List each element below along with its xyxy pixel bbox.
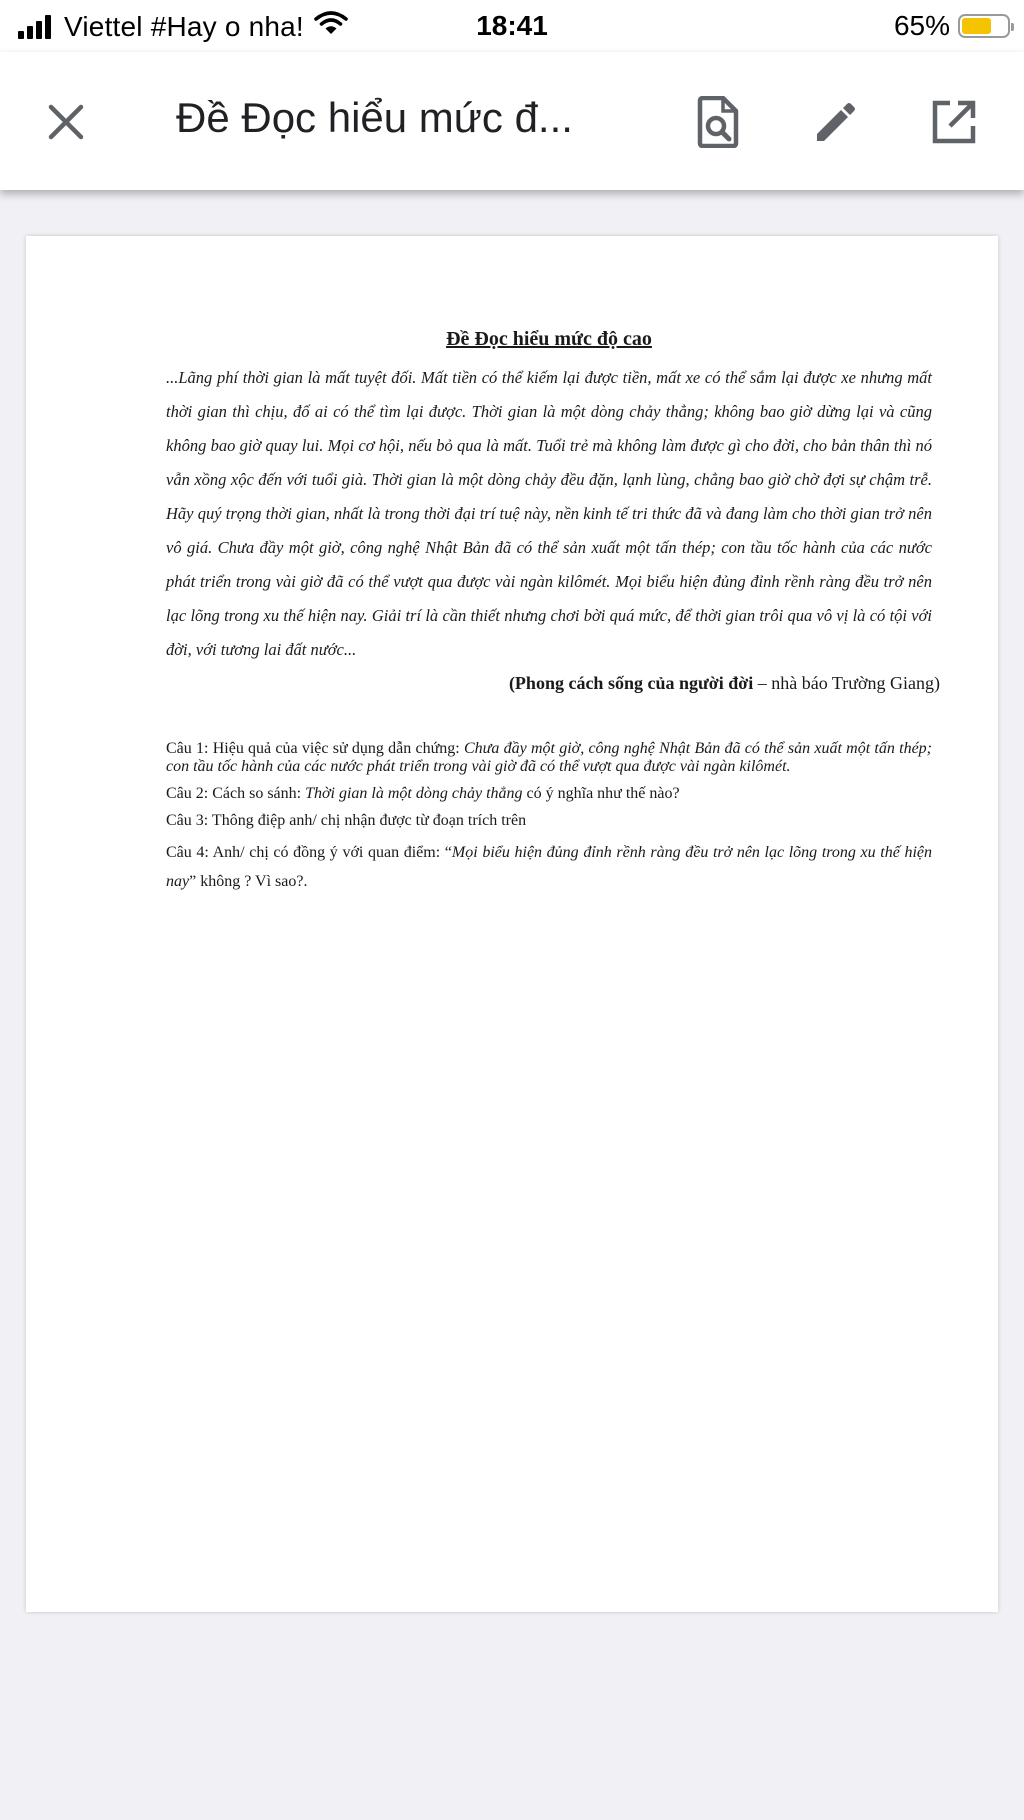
question-4-suffix: ” không ? Vì sao?. <box>189 873 308 890</box>
question-4 <box>166 838 932 896</box>
open-external-icon <box>930 98 978 146</box>
source-title: (Phong cách sống của người đời <box>508 673 754 693</box>
find-in-page-icon <box>696 96 740 148</box>
carrier-name: Viettel #Hay o nha! <box>64 10 304 42</box>
status-right <box>894 10 1010 42</box>
question-1 <box>166 740 932 776</box>
open-external-button[interactable] <box>924 92 984 152</box>
passage-source <box>166 673 940 694</box>
document-page[interactable] <box>26 236 998 1612</box>
find-in-page-button[interactable] <box>688 92 748 152</box>
reading-passage: ...Lãng phí thời gian là mất tuyệt đối. Mất tiền có thể kiếm lại được tiền, mất xe có thể sắm lại được xe nhưng mất thời gian thì chịu, đố ai có thể tìm lại được. Thời gian là một dòng chảy thẳng; không bao giờ dừng lại và cũng không bao giờ quay lui. Mọi cơ hội, nếu bỏ qua là mất. Tuổi trẻ mà không làm được gì cho đời, cho bản thân thì nó vẫn xồng xộc đến với tuổi già. Thời gian là một dòng chảy đều đặn, lạnh lùng, chẳng bao giờ chờ đợi sự chậm trễ. Hãy quý trọng thời gian, nhất là trong thời đại trí tuệ này, nền kinh tế tri thức đã và đang làm cho thời gian trở nên vô giá. Chưa đầy một giờ, công nghệ Nhật Bản đã có thể sản xuất một tấn thép; con tầu tốc hành của các nước phát triển trong vài giờ đã có thể vượt qua được vài ngàn kilômét. Mọi biểu hiện đủng đỉnh rềnh ràng đều trở nên lạc lõng trong xu thế hiện nay. Giải trí là cần thiết nhưng chơi bời quá mức, để thời gian trôi qua vô vị là có tội với đời, với tương lai đất nước... <box>166 368 932 659</box>
question-list <box>166 740 932 896</box>
battery-level <box>962 18 991 34</box>
document-body <box>166 328 940 904</box>
question-2 <box>166 784 932 803</box>
battery-icon <box>958 14 1010 38</box>
document-title: Đề Đọc hiểu mức đ... <box>176 94 573 141</box>
close-icon <box>46 102 86 142</box>
status-bar <box>0 0 1024 52</box>
battery-cap <box>1011 23 1014 31</box>
pencil-icon <box>812 98 860 146</box>
app-bar <box>0 52 1024 190</box>
question-2-suffix: có ý nghĩa như thế nào? <box>522 785 680 802</box>
clock: 18:41 <box>476 10 548 41</box>
question-1-quote: Chưa đầy một giờ, công nghệ Nhật Bản đã có thể sản xuất một tấn thép; con tầu tốc hành của các nước phát triển trong vài giờ đã có thể vượt qua được vài ngàn kilômét. <box>166 740 932 775</box>
question-4-prefix: Câu 4: Anh/ chị có đồng ý với quan điểm: “ <box>166 844 452 861</box>
close-button[interactable] <box>40 96 92 148</box>
source-author: – nhà báo Trường Giang) <box>753 673 940 693</box>
question-4-quote: Mọi biểu hiện đủng đỉnh rềnh ràng đều trở nên lạc lõng trong xu thế hiện nay <box>166 844 933 890</box>
document-heading: Đề Đọc hiểu mức độ cao <box>446 328 652 350</box>
question-3-prefix: Câu 3: Thông điệp anh/ chị nhận được từ đoạn trích trên <box>166 812 527 829</box>
question-2-quote: Thời gian là một dòng chảy thẳng <box>305 785 523 802</box>
question-1-prefix: Câu 1: Hiệu quả của việc sử dụng dẫn chứng: <box>166 740 464 757</box>
edit-button[interactable] <box>806 92 866 152</box>
question-3 <box>166 811 932 830</box>
battery-percent: 65% <box>893 10 950 41</box>
question-2-prefix: Câu 2: Cách so sánh: <box>166 785 306 802</box>
